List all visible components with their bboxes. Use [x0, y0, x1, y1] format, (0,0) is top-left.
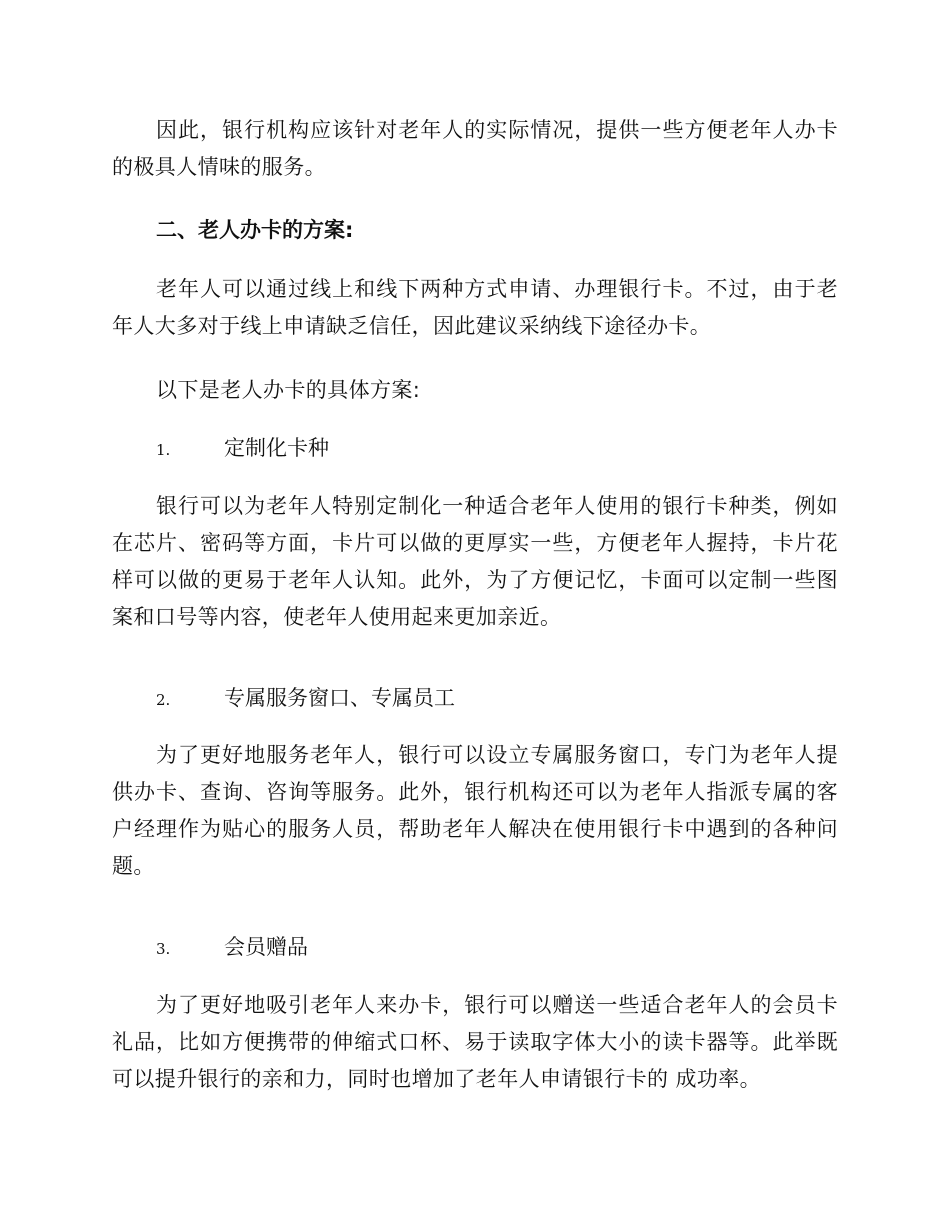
- list-item-1-body: 银行可以为老年人特别定制化一种适合老年人使用的银行卡种类，例如在芯片、密码等方面，卡片可以做的更厚实一些，方便老年人握持，卡片花样可以做的更易于老年人认知。此外，为了方便记忆，卡面可以定制一些图案和口号等内容，使老年人使用起来更加亲近。: [112, 494, 838, 629]
- list-item-3-heading: [156, 929, 308, 968]
- list-item-2-heading: [156, 680, 455, 719]
- list-item-2-body: 为了更好地服务老年人，银行可以设立专属服务窗口，专门为老年人提供办卡、查询、咨询等服务。此外，银行机构还可以为老年人指派专属的客户经理作为贴心的服务人员，帮助老年人解决在使用银行卡中遇到的各种问题。: [112, 743, 838, 878]
- paragraph-intro: 因此，银行机构应该针对老年人的实际情况，提供一些方便老年人办卡的极具人情味的服务。: [112, 118, 838, 179]
- list-number: 1.: [156, 441, 171, 459]
- list-item-title: 专属服务窗口、专属员工: [224, 686, 455, 710]
- paragraph-methods: 老年人可以通过线上和线下两种方式申请、办理银行卡。不过，由于老年人大多对于线上申请缺乏信任，因此建议采纳线下途径办卡。: [112, 277, 838, 338]
- paragraph-plan-intro: 以下是老人办卡的具体方案:: [156, 378, 421, 402]
- section-heading: 二、老人办卡的方案:: [156, 218, 354, 242]
- list-number: 2.: [156, 691, 171, 709]
- list-number: 3.: [156, 940, 171, 958]
- list-item-title: 定制化卡种: [224, 436, 329, 460]
- list-item-3-body: 为了更好地吸引老年人来办卡，银行可以赠送一些适合老年人的会员卡礼品，比如方便携带的伸缩式口杯、易于读取字体大小的读卡器等。此举既可以提升银行的亲和力，同时也增加了老年人申请银行卡的 成功率。: [112, 993, 838, 1091]
- list-item-title: 会员赠品: [224, 935, 308, 959]
- list-item-1-heading: [156, 430, 329, 469]
